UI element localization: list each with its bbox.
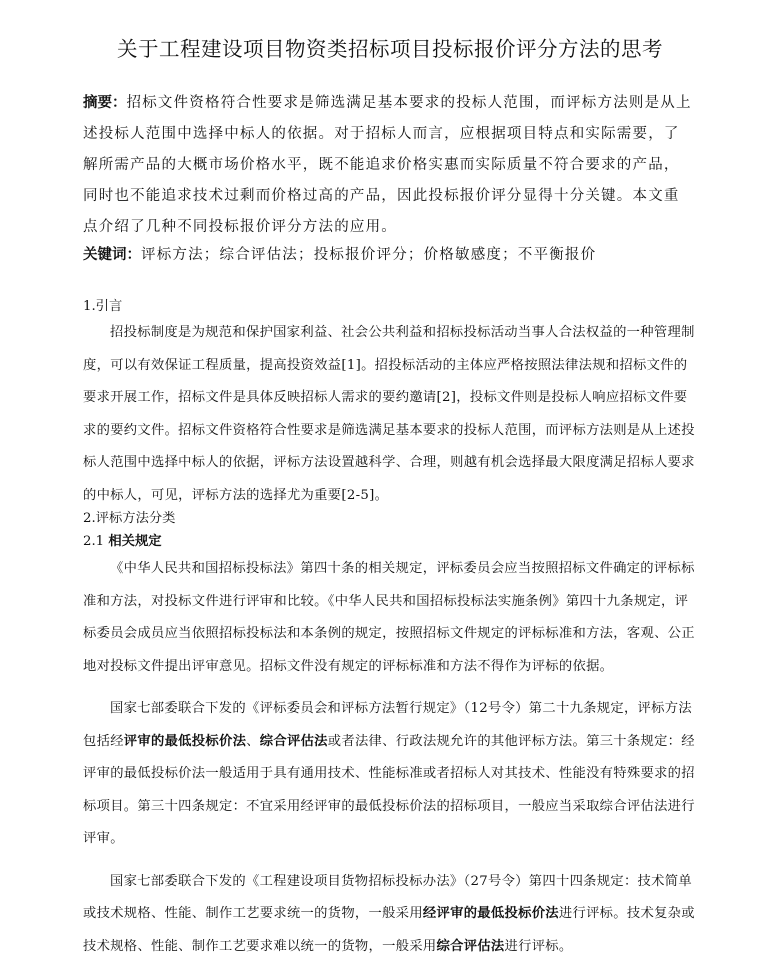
keywords: [83, 240, 695, 271]
para-3-text-a: 国家七部委联合下发的《工程建设项目货物招标投标办法》（27号令）第四十四条规定：技术简单或技术规格、性能、制作工艺要求统一的货物，一般采用: [83, 874, 692, 922]
para-3-text-c: 进行评标。技术复杂或技术规格、性能、制作工艺要求难以统一的货物，一般采用: [83, 906, 695, 954]
keywords-label: 关键词：: [83, 247, 141, 263]
section-2-heading: 2.评标方法分类: [83, 508, 175, 530]
para-2-text-e: 或者法律、行政法规允许的其他评标方法。第三十条规定：经评审的最低投标价法一般适用于具有通用技术、性能标准或者招标人对其技术、性能没有特殊要求的招标项目。第三十四条规定：不宜采用经评审的最低投标价法的招标项目，一般应当采取综合评估法进行评审。: [83, 734, 695, 847]
para-3-text-e: 进行评标。: [505, 939, 573, 954]
keywords-text: 评标方法；综合评估法；投标报价评分；价格敏感度；不平衡报价: [141, 247, 596, 263]
para-3-bold-lowest-price: 经评审的最低投标价法: [423, 906, 559, 921]
section-2-1-number: 2.1: [83, 534, 104, 549]
section-2-1-paragraph-3: [83, 866, 695, 963]
para-2-text-c: 、: [246, 734, 260, 749]
section-1-paragraph: 招投标制度是为规范和保护国家利益、社会公共利益和招标投标活动当事人合法权益的一种管理制度，可以有效保证工程质量，提高投资效益[1]。招投标活动的主体应严格按照法律法规和招标文件的要求开展工作，招标文件是具体反映招标人需求的要约邀请[2]，投标文件则是投标人响应招标文件要求的要约文件。招标文件资格符合性要求是筛选满足基本要求的投标人范围，而评标方法则是从上述投标人范围中选择中标人的依据，评标方法设置越科学、合理，则越有机会选择最大限度满足招标人要求的中标人，可见，评标方法的选择尤为重要[2-5]。: [83, 317, 695, 512]
para-2-text-a: 国家七部委联合下发的《评标委员会和评标方法暂行规定》（12号令）第二十九条规定，评标方法包括经: [83, 701, 692, 749]
section-2-1-title: 相关规定: [108, 534, 161, 549]
section-2-1-body: [83, 553, 695, 963]
para-3-bold-comprehensive: 综合评估法: [437, 939, 505, 954]
paper-title: 关于工程建设项目物资类招标项目投标报价评分方法的思考: [0, 32, 780, 62]
abstract: [83, 88, 695, 243]
section-1-heading: 1.引言: [83, 296, 122, 318]
abstract-label: 摘要：: [83, 95, 127, 111]
abstract-text: 招标文件资格符合性要求是筛选满足基本要求的投标人范围，而评标方法则是从上述投标人范围中选择中标人的依据。对于招标人而言，应根据项目特点和实际需要，了解所需产品的大概市场价格水平，既不能追求价格实惠而实际质量不符合要求的产品，同时也不能追求技术过剩而价格过高的产品，因此投标报价评分显得十分关键。本文重点介绍了几种不同投标报价评分方法的应用。: [83, 95, 692, 235]
para-2-bold-comprehensive: 综合评估法: [260, 734, 328, 749]
section-1-body: [83, 317, 695, 512]
section-2-1-paragraph-2: [83, 693, 695, 856]
para-2-bold-lowest-price: 评审的最低投标价法: [124, 734, 246, 749]
section-2-1-heading: [83, 531, 162, 553]
section-2-1-paragraph-1: 《中华人民共和国招标投标法》第四十条的相关规定，评标委员会应当按照招标文件确定的评标标准和方法，对投标文件进行评审和比较。《中华人民共和国招标投标法实施条例》第四十九条规定，评标委员会成员应当依照招标投标法和本条例的规定，按照招标文件规定的评标标准和方法，客观、公正地对投标文件提出评审意见。招标文件没有规定的评标标准和方法不得作为评标的依据。: [83, 553, 695, 683]
